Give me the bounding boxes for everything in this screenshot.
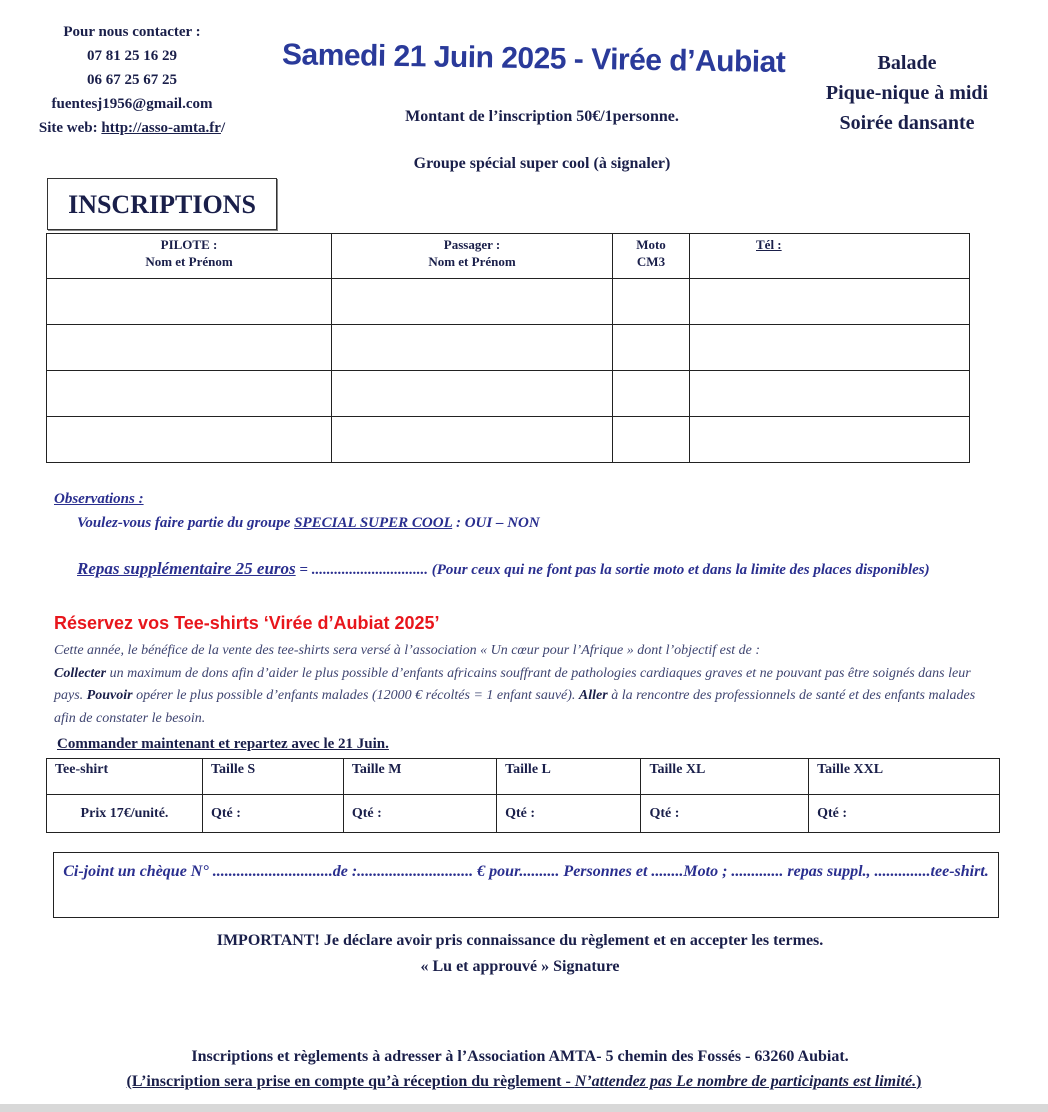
contact-email: fuentesj1956@gmail.com — [51, 96, 213, 112]
header-size-xl: Taille XL — [641, 759, 809, 795]
passager-cell[interactable] — [332, 371, 613, 417]
page-edge — [0, 1104, 1048, 1112]
pilote-cell[interactable] — [47, 325, 332, 371]
header-line: Nom et Prénom — [428, 254, 516, 269]
header-teeshirt: Tee-shirt — [47, 759, 203, 795]
activity-item: Balade — [877, 52, 937, 74]
table-header-row — [47, 759, 1000, 795]
website-label: Site web: — [38, 120, 102, 136]
question-prefix: Voulez-vous faire partie du groupe — [77, 515, 295, 531]
column-header-pilote — [47, 234, 332, 279]
teeshirt-intro: Cette année, le bénéfice de la vente des tee-shirts sera versé à l’association « Un cœur pour l’Afrique » dont l’objectif est de : — [54, 643, 761, 658]
important-declaration — [120, 928, 920, 980]
mailing-address: Inscriptions et règlements à adresser à l’Association AMTA- 5 chemin des Fossés - 63260 Aubiat. — [191, 1048, 849, 1065]
table-header-row — [47, 234, 970, 279]
qty-cell-xl[interactable]: Qté : — [641, 795, 809, 833]
website-link[interactable]: http://asso-amta.fr — [101, 120, 221, 136]
moto-cell[interactable] — [613, 417, 690, 463]
activities-list — [820, 48, 994, 138]
table-row — [47, 795, 1000, 833]
teeshirt-description — [54, 640, 994, 730]
collecter-text: un maximum de dons afin d’aider le plus possible d’enfants africains souffrant de pathologies cardiaques graves et ne pouvant pas être soignés dans leur pays. — [54, 665, 971, 703]
registration-fee: Montant de l’inscription 50€/1personne. — [405, 108, 679, 125]
qty-cell-xxl[interactable]: Qté : — [809, 795, 1000, 833]
cheque-line[interactable] — [53, 852, 999, 918]
table-row — [47, 325, 970, 371]
activity-item: Soirée dansante — [839, 112, 975, 134]
table-row — [47, 371, 970, 417]
header-size-xxl: Taille XXL — [809, 759, 1000, 795]
moto-cell[interactable] — [613, 371, 690, 417]
header-line: Moto — [636, 237, 666, 252]
moto-cell[interactable] — [613, 279, 690, 325]
tel-cell[interactable] — [690, 417, 970, 463]
qty-cell-l[interactable]: Qté : — [497, 795, 641, 833]
header-line: CM3 — [636, 254, 666, 269]
aller-text: à la rencontre des professionnels de santé et des enfants malades afin de constater le besoin. — [54, 688, 976, 726]
contact-phone-1: 07 81 25 16 29 — [87, 48, 177, 64]
table-row — [47, 417, 970, 463]
contact-website — [30, 116, 234, 140]
group-question — [77, 515, 540, 532]
contact-phone-2: 06 67 25 67 25 — [87, 72, 177, 88]
passager-cell[interactable] — [332, 279, 613, 325]
aller-word: Aller — [578, 688, 608, 703]
pilote-cell[interactable] — [47, 417, 332, 463]
passager-cell[interactable] — [332, 417, 613, 463]
note-prefix: (L’inscription sera prise en compte qu’à réception du règlement - — [126, 1073, 575, 1090]
moto-cell[interactable] — [613, 325, 690, 371]
extra-meal-rest: = ............................... (Pour ceux qui ne font pas la sortie moto et dans la limite des places disponibles) — [295, 562, 930, 578]
signature-line: « Lu et approuvé » Signature — [420, 958, 620, 975]
inscriptions-heading: INSCRIPTIONS — [47, 178, 277, 230]
declaration-line: IMPORTANT! Je déclare avoir pris connaissance du règlement et en accepter les termes. — [216, 932, 824, 949]
header-size-l: Taille L — [497, 759, 641, 795]
contact-block — [30, 20, 234, 140]
header-line: PILOTE : — [160, 237, 218, 252]
pouvoir-word: Pouvoir — [86, 688, 133, 703]
header-line: Tél : — [756, 237, 782, 252]
teeshirt-heading: Réservez vos Tee-shirts ‘Virée d’Aubiat 2025’ — [54, 613, 440, 633]
column-header-tel — [690, 234, 970, 279]
teeshirt-table — [46, 758, 1000, 833]
event-title: Samedi 21 Juin 2025 - Virée d’Aubiat — [281, 38, 786, 80]
extra-meal-label: Repas supplémentaire 25 euros — [77, 559, 296, 578]
pilote-cell[interactable] — [47, 371, 332, 417]
qty-cell-s[interactable]: Qté : — [203, 795, 344, 833]
tel-cell[interactable] — [690, 325, 970, 371]
header-line: Nom et Prénom — [145, 254, 233, 269]
order-now-link: Commander maintenant et repartez avec le 21 Juin. — [57, 736, 389, 752]
activity-item: Pique-nique à midi — [825, 82, 989, 104]
question-group-name: SPECIAL SUPER COOL — [294, 515, 453, 531]
header-size-s: Taille S — [203, 759, 344, 795]
pilote-cell[interactable] — [47, 279, 332, 325]
note-italic: N’attendez pas Le nombre de participants est limité. — [574, 1073, 917, 1090]
header-size-m: Taille M — [343, 759, 496, 795]
observations-heading: Observations : — [54, 491, 144, 507]
extra-meal-line — [77, 559, 930, 579]
table-row — [47, 279, 970, 325]
passager-cell[interactable] — [332, 325, 613, 371]
note-suffix: ) — [916, 1073, 922, 1090]
tel-cell[interactable] — [690, 279, 970, 325]
special-group-note: Groupe spécial super cool (à signaler) — [413, 155, 671, 172]
contact-heading: Pour nous contacter : — [63, 24, 201, 40]
inscriptions-table — [46, 233, 970, 463]
qty-cell-m[interactable]: Qté : — [343, 795, 496, 833]
cheque-text: Ci-joint un chèque N° ..............................de :............................. € pour.......... Personnes et ........Moto ; ............. repas suppl., ..............tee-shirt. — [63, 863, 989, 880]
price-cell: Prix 17€/unité. — [47, 795, 203, 833]
registration-note — [84, 1073, 964, 1091]
column-header-moto — [613, 234, 690, 279]
pouvoir-text: opérer le plus possible d’enfants malades (12000 € récoltés = 1 enfant sauvé). — [132, 688, 579, 703]
column-header-passager — [332, 234, 613, 279]
tel-cell[interactable] — [690, 371, 970, 417]
collecter-word: Collecter — [54, 665, 107, 681]
header-line: Passager : — [443, 237, 501, 252]
question-suffix: : OUI – NON — [452, 515, 540, 531]
website-suffix: / — [220, 120, 226, 136]
